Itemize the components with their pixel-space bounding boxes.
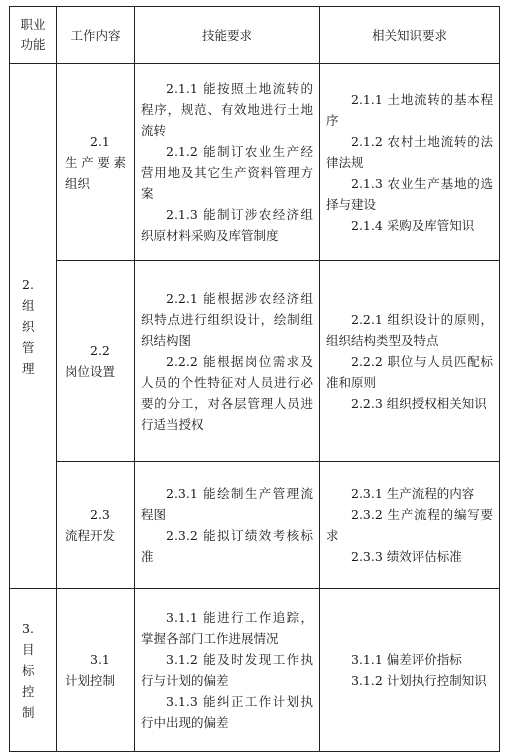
knowledge-cell [320,261,500,462]
knowledge-item: 2.2.3 组织授权相关知识 [351,395,487,411]
function-line: 标 [22,662,35,678]
skill-cell [135,462,320,589]
requirements-table [9,6,500,752]
function-line: 目 [22,641,35,657]
header-row [10,7,500,64]
knowledge-item: 3.1.2 计划执行控制知识 [351,673,487,688]
knowledge-item: 3.1.1 偏差评价指标 [351,652,462,667]
work-content-cell [57,261,135,462]
function-line: 管 [22,339,35,355]
work-content-text: 3.1 计划控制 [65,652,116,688]
skill-item: 2.2.2 能根据岗位需求及人员的个性特征对人员进行必要的分工，对各层管理人员进行适当授权 [141,353,313,432]
skill-item: 3.1.3 能纠正工作计划执行中出现的偏差 [141,694,313,730]
function-cell-org [10,64,57,589]
function-line: 制 [22,704,35,720]
table-row [10,261,500,462]
table-row [10,589,500,752]
function-line: 3. [22,620,34,636]
knowledge-item: 2.3.3 绩效评估标准 [351,549,462,564]
skill-item: 2.1.3 能制订涉农经济组织原材料采购及库管制度 [141,207,313,243]
knowledge-item: 2.1.3 农业生产基地的选择与建设 [326,175,493,212]
skill-item: 2.2.1 能根据涉农经济组织特点进行组织设计，绘制组织结构图 [141,290,313,348]
table-row [10,64,500,261]
skill-cell [135,261,320,462]
table-row [10,462,500,589]
function-line: 组 [22,297,35,313]
skill-item: 2.3.2 能拟订绩效考核标准 [141,528,313,564]
work-content-cell [57,64,135,261]
skill-item: 2.1.1 能按照土地流转的程序，规范、有效地进行土地流转 [141,81,313,138]
header-knowledge: 相关知识要求 [320,7,500,64]
skill-item: 3.1.1 能进行工作追踪，掌握各部门工作进展情况 [141,610,313,646]
knowledge-cell [320,64,500,261]
function-line: 理 [22,360,35,376]
function-line: 2. [22,276,34,292]
work-content-cell [57,462,135,589]
knowledge-cell [320,462,500,589]
skill-cell [135,589,320,752]
work-content-text: 2.1 生产要素组织 [65,133,126,191]
header-work: 工作内容 [57,7,135,64]
knowledge-item: 2.1.4 采购及库管知识 [351,217,475,233]
knowledge-item: 2.2.1 组织设计的原则，组织结构类型及特点 [326,311,493,348]
knowledge-item: 2.3.2 生产流程的编写要求 [326,507,493,543]
knowledge-cell [320,589,500,752]
header-skills: 技能要求 [135,7,320,64]
function-cell-control [10,589,57,752]
skill-item: 2.3.1 能绘制生产管理流程图 [141,486,313,522]
work-content-text: 2.2 岗位设置 [65,343,116,379]
knowledge-item: 2.1.2 农村土地流转的法律法规 [326,133,493,170]
knowledge-item: 2.2.2 职位与人员匹配标准和原则 [326,353,493,390]
knowledge-item: 2.1.1 土地流转的基本程序 [326,91,493,128]
knowledge-item: 2.3.1 生产流程的内容 [351,486,475,501]
function-line: 织 [22,318,35,334]
skill-item: 3.1.2 能及时发现工作执行与计划的偏差 [141,652,313,688]
work-content-text: 2.3 流程开发 [65,507,116,543]
header-function: 职业功能 [10,7,57,64]
function-line: 控 [22,683,35,699]
work-content-cell [57,589,135,752]
skill-item: 2.1.2 能制订农业生产经营用地及其它生产资料管理方案 [141,144,313,201]
skill-cell [135,64,320,261]
